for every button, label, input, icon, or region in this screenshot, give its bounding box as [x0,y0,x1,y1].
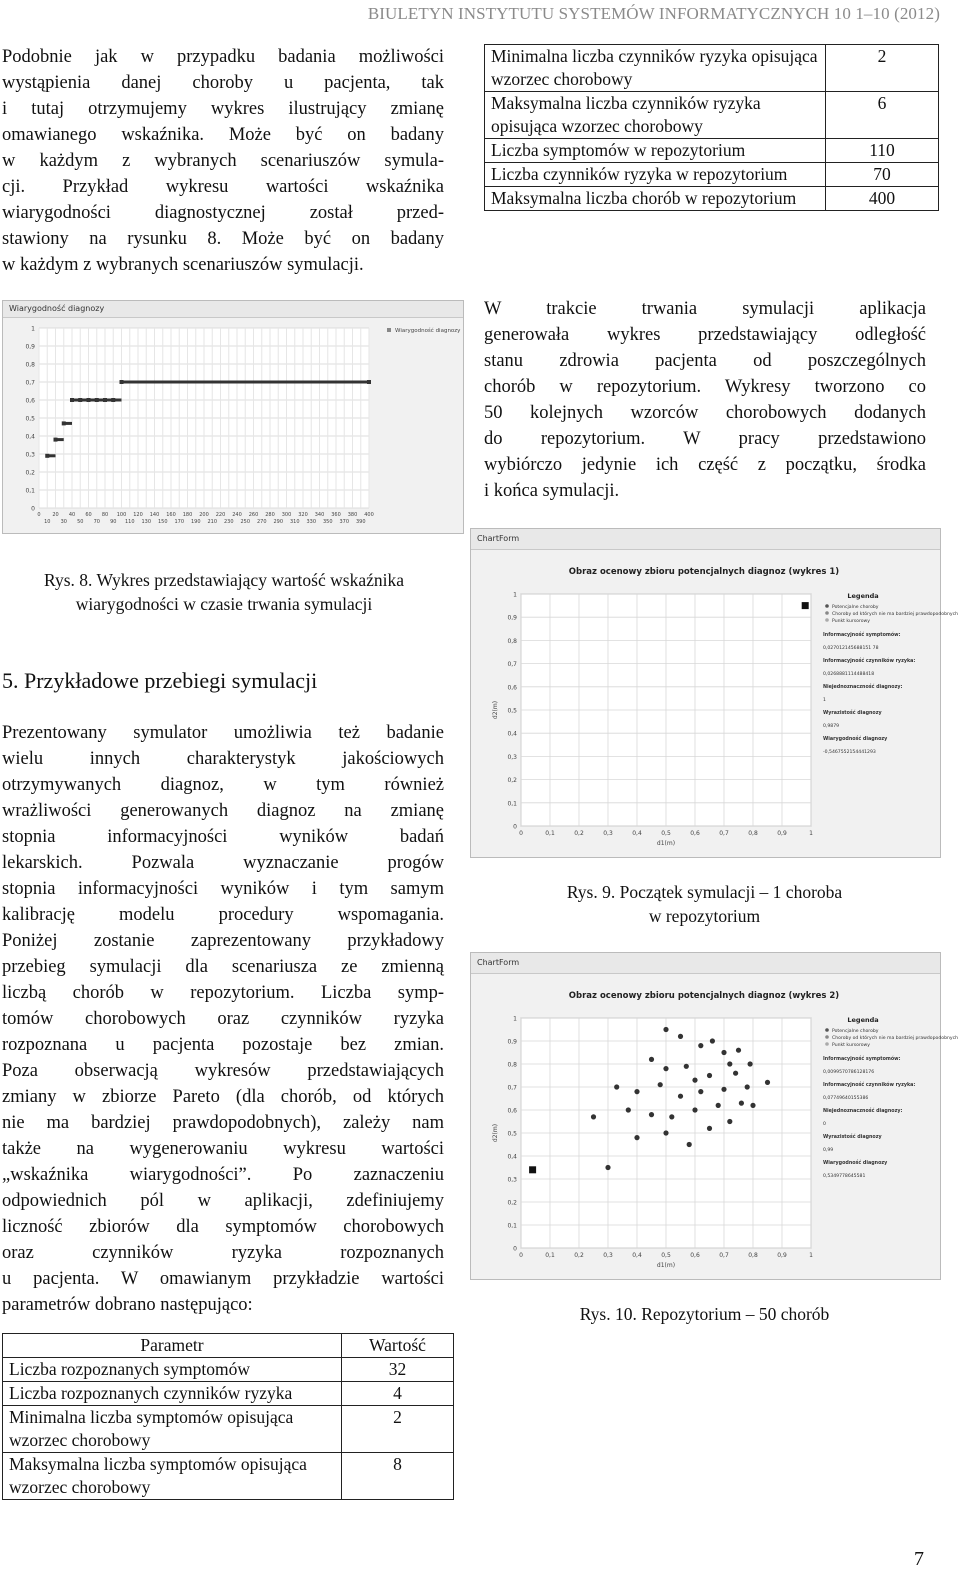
data-point [727,1061,732,1066]
data-point [649,1057,654,1062]
x-tick-label: 0 [519,1252,523,1259]
y-tick-label: 0,7 [507,1084,517,1092]
x-tick-label: 100 [116,512,127,518]
x-axis-label: d1(m) [656,840,676,847]
body-line: także na wygenerowaniu wykresu wartości [2,1139,444,1159]
x-tick-label: 200 [199,512,209,518]
x-tick-label: 400 [364,512,374,518]
fig10-window-title: ChartForm [477,958,520,967]
table-row [485,163,939,187]
data-point [658,1082,663,1087]
x-tick-label: 300 [281,512,292,518]
y-tick-label: 0 [513,1245,517,1253]
simulation-line: do repozytorium. W pracy przedstawiono [484,429,926,449]
param-cell: Liczba rozpoznanych symptomów [3,1358,342,1382]
data-point [634,1135,639,1140]
table-row [485,139,939,163]
fig8-caption-line-1: Rys. 8. Wykres przedstawiający wartość wskaźnika [44,570,404,590]
x-tick-label: 220 [215,512,226,518]
data-point [663,1027,668,1032]
x-tick-label: 0 [519,830,523,837]
table-row [3,1358,454,1382]
x-tick-label: 120 [133,512,143,518]
data-point [87,398,91,402]
data-point [698,1043,703,1048]
legend-label: Potencjalne choroby [832,1029,879,1034]
x-tick-label: 30 [60,519,67,525]
x-tick-label: 130 [141,519,152,525]
y-tick-label: 0,2 [507,777,517,785]
top-parameters-table [484,44,939,211]
data-point [710,1038,715,1043]
data-point [591,1114,596,1119]
x-tick-label: 0,9 [777,830,787,837]
y-tick-label: 0,1 [507,1222,517,1230]
info-value: 0,5349778645581 [823,1174,866,1179]
body-line: rozpoznana u pacjenta pozostaje bez zmian. [2,1035,444,1055]
x-tick-label: 0,8 [748,1252,758,1259]
legend-marker [825,604,829,608]
body-line: Poniżej zostanie zaprezentowany przykładowy [2,931,444,951]
info-heading: Informacyjność czynników ryzyka: [823,1083,916,1088]
journal-header: BIULETYN INSTYTUTU SYSTEMÓW INFORMATYCZNYCH 10 1–10 (2012) [367,4,940,23]
x-tick-label: 0,7 [719,1252,729,1259]
body-line: liczbą chorób w repozytorium. Liczba symp- [2,983,444,1003]
intro-line: wiarygodności diagnostycznej został przed- [2,203,444,223]
x-tick-label: 0,6 [690,1252,700,1259]
x-tick-label: 0,1 [545,830,555,837]
body-line: u pacjenta. W omawianym przykładzie wartości [2,1269,444,1289]
legend-title: Legenda [847,1016,879,1024]
legend-label: Punkt kursorowy [832,619,871,624]
intro-line: omawianego wskaźnika. Może być on badany [2,125,444,145]
legend-label: Punkt kursorowy [832,1043,871,1048]
param-cell: Liczba rozpoznanych czynników ryzyka [3,1382,342,1406]
y-tick-label: 0,6 [507,1107,517,1115]
x-tick-label: 40 [68,512,76,518]
x-tick-label: 150 [157,519,168,525]
intro-line: w każdym z wybranych scenariuszów symula- [2,151,444,171]
y-tick-label: 0,7 [507,661,517,669]
y-tick-label: 0,5 [507,1130,517,1138]
y-tick-label: 0 [31,505,35,513]
data-point [78,398,82,402]
value-cell: 110 [826,139,939,163]
col-header-value: Wartość [342,1334,454,1358]
body-line: odpowiednich pól w aplikacji, zdefiniujemy [2,1191,444,1211]
y-tick-label: 0,2 [25,469,35,477]
fig9-caption-line-2: w repozytorium [648,906,761,926]
x-tick-label: 0,5 [661,1252,671,1259]
x-tick-label: 0,2 [574,830,584,837]
data-point [111,398,115,402]
info-heading: Wyrazistość diagnozy [823,711,882,716]
intro-line: w każdym z wybranych scenariuszów symulacji. [2,255,364,275]
y-axis-label: d2(m) [492,700,499,720]
data-point [748,1061,753,1066]
fig10-window [470,952,959,1280]
legend-marker [825,1028,829,1032]
value-cell: 32 [342,1358,454,1382]
simulation-line: generowała wykres przedstawiający odległość [484,325,926,345]
data-point [721,1050,726,1055]
legend-marker [387,328,391,332]
info-value: 1 [823,698,826,703]
section-title: 5. Przykładowe przebiegi symulacji [2,668,318,693]
body-line: kalibrację modelu procedury wspomagania. [2,905,444,925]
x-tick-label: 0,1 [545,1252,555,1259]
bottom-parameters-table [2,1333,454,1500]
x-tick-label: 0,7 [719,830,729,837]
body-line: stopnia informacyjności wyników badań [2,827,444,847]
x-tick-label: 310 [289,519,300,525]
x-tick-label: 0,5 [661,830,671,837]
y-tick-label: 1 [513,1015,517,1023]
x-tick-label: 190 [190,519,201,525]
x-tick-label: 0,8 [748,830,758,837]
chart-title: Obraz ocenowy zbioru potencjalnych diagnoz (wykres 2) [568,991,840,1001]
body-line: zmiany w zbiorze Pareto (dla chorób, od których [2,1087,444,1107]
x-tick-label: 270 [256,519,267,525]
y-tick-label: 0,5 [507,707,517,715]
fig10-caption [470,1302,939,1326]
fig10-caption-line-1: Rys. 10. Repozytorium – 50 chorób [579,1304,830,1324]
table-row [485,187,939,211]
table-row [3,1453,454,1500]
data-point [605,1165,610,1170]
y-axis-label: d2(m) [492,1123,499,1143]
body-line: Prezentowany symulator umożliwia też badanie [2,723,444,743]
simulation-paragraph [484,296,926,504]
body-line: Poza obserwacją wykresów przedstawiających [2,1061,444,1081]
table-row [3,1382,454,1406]
intro-line: cji. Przykład wykresu wartości wskaźnika [2,177,444,197]
param-cell: Maksymalna liczba chorób w repozytorium [485,187,826,211]
y-tick-label: 0,9 [507,614,517,622]
legend-title: Legenda [847,592,879,600]
data-point [45,454,49,458]
x-tick-label: 180 [182,512,193,518]
legend-marker [825,611,829,615]
data-point [62,421,66,425]
table-row [3,1406,454,1453]
legend-label: Choroby od których nie ma bardziej prawdopodobnych [832,1036,959,1041]
data-point [765,1080,770,1085]
y-tick-label: 0 [513,823,517,831]
x-tick-label: 340 [314,512,325,518]
fig8-titlebar [3,301,463,318]
x-tick-label: 60 [85,512,92,518]
data-point [669,1114,674,1119]
data-point [745,1084,750,1089]
fig9-caption-line-1: Rys. 9. Początek symulacji – 1 choroba [566,882,843,902]
table-row [485,45,939,92]
body-line: wielu innych charakterystyk jakościowych [2,749,444,769]
intro-line: stawiony na rysunku 8. Może być on badany [2,229,444,249]
value-cell: 70 [826,163,939,187]
fig8-window-title: Wiarygodność diagnozy [9,304,105,313]
x-tick-label: 0,2 [574,1252,584,1259]
body-line: wrażliwości generowanych diagnoz na zmianę [2,801,444,821]
data-point [716,1103,721,1108]
data-point [95,398,99,402]
info-value: 0,0099570786128176 [823,1070,875,1075]
x-tick-label: 20 [52,512,59,518]
data-point [678,1094,683,1099]
value-cell: 4 [342,1382,454,1406]
value-cell: 2 [826,45,939,92]
body-line: przebieg symulacji dla scenariusza ze zmienną [2,957,444,977]
body-line: oraz czynników ryzyka rozpoznanych [2,1243,444,1263]
body-line: lekarskich. Pozwala wyznaczanie progów [2,853,444,873]
value-cell: 2 [342,1406,454,1453]
body-line: „wskaźnika wiarygodności”. Po zaznaczeniu [2,1165,444,1185]
x-tick-label: 50 [77,519,84,525]
x-tick-label: 110 [124,519,135,525]
col-header-param: Parametr [3,1334,342,1358]
data-point [684,1064,689,1069]
legend-label: Wiarygodność diagnozy [395,328,461,334]
page-number: 7 [914,1548,924,1570]
pareto-point [529,1166,536,1173]
intro-line: wystąpienia danej choroby u pacjenta, tak [2,73,444,93]
x-tick-label: 330 [306,519,317,525]
info-value: 0,07749640155386 [823,1096,869,1101]
y-tick-label: 0,3 [507,753,517,761]
info-heading: Niejednoznaczność diagnozy: [823,1109,903,1114]
y-tick-label: 0,6 [507,684,517,692]
intro-line: Podobnie jak w przypadku badania możliwości [2,47,444,67]
y-tick-label: 0,7 [25,379,35,387]
data-point [687,1142,692,1147]
data-point [707,1126,712,1131]
param-cell: Liczba czynników ryzyka w repozytorium [485,163,826,187]
x-tick-label: 250 [240,519,251,525]
x-tick-label: 260 [248,512,259,518]
data-point [739,1101,744,1106]
fig10-chart [471,974,959,1278]
x-tick-label: 170 [174,519,185,525]
fig9-titlebar [471,529,940,550]
data-point [626,1107,631,1112]
data-point [678,1034,683,1039]
simulation-line: W trakcie trwania symulacji aplikacja [484,299,926,319]
x-tick-label: 0,6 [690,830,700,837]
data-point [70,398,74,402]
y-tick-label: 0,9 [25,343,35,351]
y-tick-label: 0,8 [25,361,35,369]
data-point [727,1119,732,1124]
table-row [485,92,939,139]
data-point [707,1073,712,1078]
x-tick-label: 350 [322,519,333,525]
info-value: 0,027012145688151 78 [823,646,879,651]
value-cell: 8 [342,1453,454,1500]
x-tick-label: 320 [298,512,308,518]
body-line: stopnia informacyjności wyników i tym samym [2,879,444,899]
x-tick-label: 210 [207,519,218,525]
legend-marker [825,1042,829,1046]
x-tick-label: 0,4 [632,1252,642,1259]
simulation-line: wybiórczo jedynie ich część z początku, środka [484,455,926,475]
info-value: 0,9879 [823,724,840,729]
y-tick-label: 0,1 [25,487,35,495]
y-tick-label: 0,9 [507,1038,517,1046]
y-tick-label: 0,4 [507,730,517,738]
fig8-window [2,300,464,534]
legend-label: Potencjalne choroby [832,605,879,610]
fig8-caption [2,568,446,616]
info-value: 0,0268881114488418 [823,672,875,677]
data-point [54,438,58,442]
info-heading: Informacyjność symptomów: [823,1057,901,1062]
intro-line: i tutaj otrzymujemy wykres ilustrujący zmianę [2,99,444,119]
y-tick-label: 0,4 [507,1153,517,1161]
x-tick-label: 0,9 [777,1252,787,1259]
body-line: parametrów dobrano następująco: [2,1295,253,1315]
fig9-window [470,528,959,858]
param-cell: Minimalna liczba czynników ryzyka opisująca wzorzec chorobowy [485,45,826,92]
legend-marker [825,618,829,622]
y-tick-label: 0,3 [507,1176,517,1184]
data-point [692,1078,697,1083]
data-point [736,1048,741,1053]
y-tick-label: 0,4 [25,433,35,441]
chart-title: Obraz ocenowy zbioru potencjalnych diagnoz (wykres 1) [568,567,840,577]
data-point [663,1066,668,1071]
body-line: tomów chorobowych oraz czynników ryzyka [2,1009,444,1029]
x-tick-label: 360 [331,512,341,518]
x-tick-label: 240 [232,512,242,518]
value-cell: 6 [826,92,939,139]
simulation-line: 50 kolejnych wzorców chorobowych dodanych [484,403,926,423]
data-point [721,1087,726,1092]
data-point [733,1071,738,1076]
x-tick-label: 290 [273,519,284,525]
value-cell: 400 [826,187,939,211]
x-tick-label: 0,3 [603,1252,613,1259]
info-heading: Wiarygodność diagnozy [823,737,888,742]
simulation-line: chorób w repozytorium. Wykresy tworzono co [484,377,926,397]
data-point [692,1107,697,1112]
info-value: 0,99 [823,1148,834,1153]
data-point [663,1130,668,1135]
data-point [750,1103,755,1108]
x-tick-label: 0,3 [603,830,613,837]
param-cell: Maksymalna liczba symptomów opisująca wzorzec chorobowy [3,1453,342,1500]
data-point [120,380,124,384]
info-heading: Wyrazistość diagnozy [823,1135,882,1140]
legend-marker [825,1035,829,1039]
intro-paragraph [2,44,444,278]
info-heading: Informacyjność symptomów: [823,633,901,638]
legend-label: Choroby od których nie ma bardziej prawdopodobnych [832,612,959,617]
fig8-caption-line-2: wiarygodności w czasie trwania symulacji [75,594,373,614]
info-heading: Niejednoznaczność diagnozy: [823,685,903,690]
y-tick-label: 1 [31,325,35,333]
fig10-titlebar [471,953,940,974]
simulation-line: stanu zdrowia pacjenta od poszczególnych [484,351,926,371]
x-tick-label: 70 [93,519,100,525]
y-tick-label: 0,2 [507,1199,517,1207]
fig9-caption [470,880,939,928]
fig9-chart [471,550,959,856]
param-cell: Liczba symptomów w repozytorium [485,139,826,163]
data-point [634,1089,639,1094]
x-tick-label: 0 [37,512,41,518]
x-tick-label: 0,4 [632,830,642,837]
x-tick-label: 370 [339,519,350,525]
x-axis-label: d1(m) [656,1262,676,1269]
data-point [614,1084,619,1089]
x-tick-label: 1 [809,830,813,837]
x-tick-label: 140 [149,512,160,518]
y-tick-label: 0,6 [25,397,35,405]
y-tick-label: 0,3 [25,451,35,459]
simulation-line: i końca symulacji. [484,481,620,501]
param-cell: Maksymalna liczba czynników ryzyka opisująca wzorzec chorobowy [485,92,826,139]
pareto-point [802,602,809,609]
data-point [367,380,371,384]
body-paragraph [2,720,444,1318]
info-heading: Informacyjność czynników ryzyka: [823,659,916,664]
x-tick-label: 90 [110,519,117,525]
x-tick-label: 80 [101,512,109,518]
fig9-window-title: ChartForm [477,534,520,543]
x-tick-label: 230 [223,519,234,525]
x-tick-label: 380 [347,512,358,518]
y-tick-label: 0,8 [507,1061,517,1069]
y-tick-label: 1 [513,591,517,599]
info-value: 0 [823,1122,826,1127]
data-point [103,398,107,402]
info-heading: Wiarygodność diagnozy [823,1161,888,1166]
body-line: liczność zbiorów dla symptomów chorobowych [2,1217,444,1237]
x-tick-label: 1 [809,1252,813,1259]
x-tick-label: 160 [166,512,176,518]
body-line: nie ma bardziej prawdopodobnych), zależy nam [2,1113,444,1133]
y-tick-label: 0,5 [25,415,35,423]
y-tick-label: 0,1 [507,800,517,808]
body-line: otrzymywanych diagnoz, w tym również [2,775,444,795]
x-tick-label: 10 [44,519,51,525]
fig8-chart [3,318,461,532]
data-point [698,1089,703,1094]
x-tick-label: 390 [355,519,366,525]
x-tick-label: 280 [265,512,275,518]
y-tick-label: 0,8 [507,637,517,645]
info-value: -0,5467552154441293 [823,750,876,755]
data-point [649,1112,654,1117]
param-cell: Minimalna liczba symptomów opisująca wzorzec chorobowy [3,1406,342,1453]
